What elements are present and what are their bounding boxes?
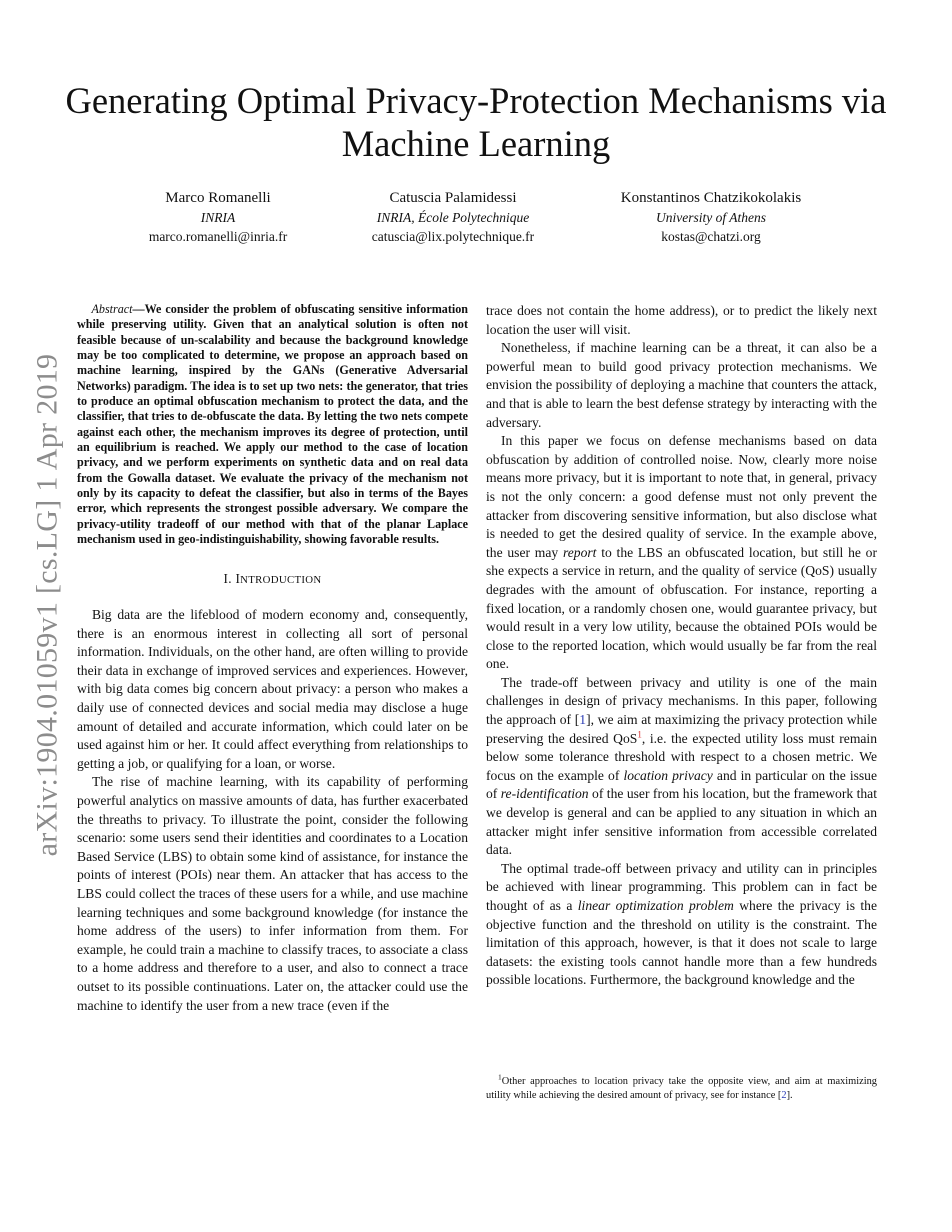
author-affiliation: University of Athens: [656, 210, 766, 225]
paragraph: [486, 860, 877, 990]
paragraph: Nonetheless, if machine learning can be a threat, it can also be a powerful mean to build good privacy protection mechanisms. We envision the possibility of deploying a machine that counters the attack, and that is able to learn the best defense strategy by interacting with the adversary.: [486, 340, 877, 430]
text-run: The trade-off between privacy and utility is one of the main challenges in design of privacy mechanisms. In this paper, following the approach of [: [486, 674, 877, 728]
author-email: marco.romanelli@inria.fr: [148, 229, 288, 244]
section-heading-introduction: [77, 570, 468, 590]
text-run: to the LBS an obfuscated location, but still he or she expects a service in return, and the quality of service (QoS) usually degrades with the amount of obfuscation. For instance, reporting a fixed location, or a randomly chosen one, would guarantee privacy, but would result in a very low utility, because the obtained POIs would be close to the reported location, which would usually be far from the real one.: [486, 544, 877, 672]
author-2: [343, 188, 563, 247]
text-run: of the user from his location, but the framework that we develop is general and can be applied to any situation in which an attacker might infer sensitive information from accessible correlated data.: [486, 786, 877, 858]
footnote-spacer: [486, 1076, 498, 1087]
emphasis: location privacy: [623, 767, 713, 783]
section-first-letter: I: [235, 570, 241, 586]
text-run: ], we aim at maximizing the privacy protection while preserving the desired QoS: [486, 712, 878, 746]
paragraph: [486, 432, 877, 674]
citation-link[interactable]: 2: [781, 1090, 787, 1102]
emphasis: linear optimization problem: [577, 898, 734, 913]
author-name: Konstantinos Chatzikokolakis: [620, 190, 802, 206]
emphasis: re-identification: [500, 786, 589, 802]
right-column: [486, 302, 877, 990]
arxiv-stamp: [22, 340, 72, 870]
emphasis: report: [562, 544, 597, 560]
author-email: kostas@chatzi.org: [661, 229, 761, 244]
citation-link[interactable]: 1: [579, 712, 587, 728]
text-run: , i.e. the expected utility loss must remain below some tolerance threshold with respect to a chosen metric. We focus on the example of: [486, 730, 878, 783]
footnote-text: Other approaches to location privacy take the opposite view, and aim at maximizing utility while achieving the desired amount of privacy, see for instance [: [486, 1076, 877, 1102]
text-run: In this paper we focus on defense mechanisms based on data obfuscation by addition of controlled noise. Now, clearly more noise means more privacy, but it is important to note that, in general, privacy is not the only concern: a good defense must not only prevent the attacker from discovering sensitive information, but also disclose what is needed to get the desired quality of service. In the example above, the user may: [486, 433, 877, 560]
footnote-marker[interactable]: 1: [637, 729, 642, 740]
abstract-text: —We consider the problem of obfuscating sensitive information while preserving utility. Given that an analytical solution is often not feasible because of un-scalability and because the background knowledge may be too complicated to determine, we propose an approach based on machine learning, inspired by the GANs (Generative Adversarial Networks) paradigm. The idea is to set up two nets: the generator, that tries to produce an optimal obfuscation mechanism to protect the data, and the classifier, that tries to de-obfuscate the data. By letting the two nets compete against each other, the mechanism improves its degree of protection, until an equilibrium is reached. We apply our method to the case of location privacy, and we perform experiments on synthetic data and on real data from the Gowalla dataset. We evaluate the privacy of the mechanism not only by its capacity to defeat the classifier, but also in terms of the Bayes error, which represents the strongest possible adversary. We compare the privacy-utility tradeoff of our method with that of the planar Laplace mechanism used in geo-indistinguishability, showing favorable results.: [77, 302, 468, 547]
arxiv-stamp-text: arXiv:1904.01059v1 [cs.LG] 1 Apr 2019: [30, 353, 64, 857]
left-column: [77, 302, 468, 1015]
text-run: and in particular on the issue of: [486, 767, 878, 802]
paragraph: Big data are the lifeblood of modern economy and, consequently, there is an enormous interest in collecting all sort of personal information. Individuals, on the other hand, are often willing to provide their data in exchange of improved services and experiences. However, with big data comes big concern about privacy: a person who makes a daily use of connected devices and social media may disclose a huge amount of detailed and accurate information, which could later on be used against him or her. It could affect everything from relationships to getting a job, or qualifying for a loan, or worse.: [77, 607, 468, 771]
author-email: catuscia@lix.polytechnique.fr: [371, 229, 535, 244]
paragraph: [486, 674, 877, 860]
author-1: [118, 188, 318, 247]
author-affiliation: INRIA, École Polytechnique: [376, 210, 530, 225]
footnote: [486, 1072, 877, 1104]
footnote-number: 1: [498, 1072, 502, 1082]
abstract-label: Abstract: [91, 302, 133, 316]
text-run: The optimal trade-off between privacy and utility can in principles be achieved with linear programming. This problem can in fact be thought of as a: [486, 860, 877, 913]
paper-title: Generating Optimal Privacy-Protection Mechanisms via Machine Learning: [65, 80, 887, 164]
footnote-end: ].: [786, 1090, 793, 1102]
section-number: I.: [223, 570, 232, 586]
text-run: where the privacy is the objective function and the threshold on utility is the constraint. The limitation of this approach, however, is that it does not scale to large datasets: the existing tools cannot handle more than a few hundreds possible locations. Furthermore, the background knowledge and the: [486, 898, 877, 988]
paragraph: The rise of machine learning, with its capability of performing powerful analytics on massive amounts of data, has further exacerbated the threaths to privacy. To illustrate the point, consider the following scenario: some users send their identities and coordinates to a Location Based Service (LBS) to obtain some kind of assistance, for instance the points of interest (POIs) near them. An attacker that has access to the LBS could collect the traces of these users for a while, and use machine learning techniques and some background knowledge (for instance the home address of the users) to infer information from them. For example, he could train a machine to classify traces, to associate a class to a home address and therefore to a user, and also to connect a trace outset to its possible continuations. Later on, the attacker could use the machine to identify the user from a new trace (even if the: [77, 774, 468, 1013]
abstract: [77, 302, 468, 548]
paragraph: trace does not contain the home address), or to predict the likely next location the user will visit.: [486, 303, 877, 337]
author-3: [591, 188, 831, 247]
section-title-rest: NTRODUCTION: [240, 573, 322, 586]
author-name: Catuscia Palamidessi: [389, 190, 517, 206]
author-affiliation: INRIA: [200, 210, 236, 225]
author-name: Marco Romanelli: [165, 190, 271, 206]
